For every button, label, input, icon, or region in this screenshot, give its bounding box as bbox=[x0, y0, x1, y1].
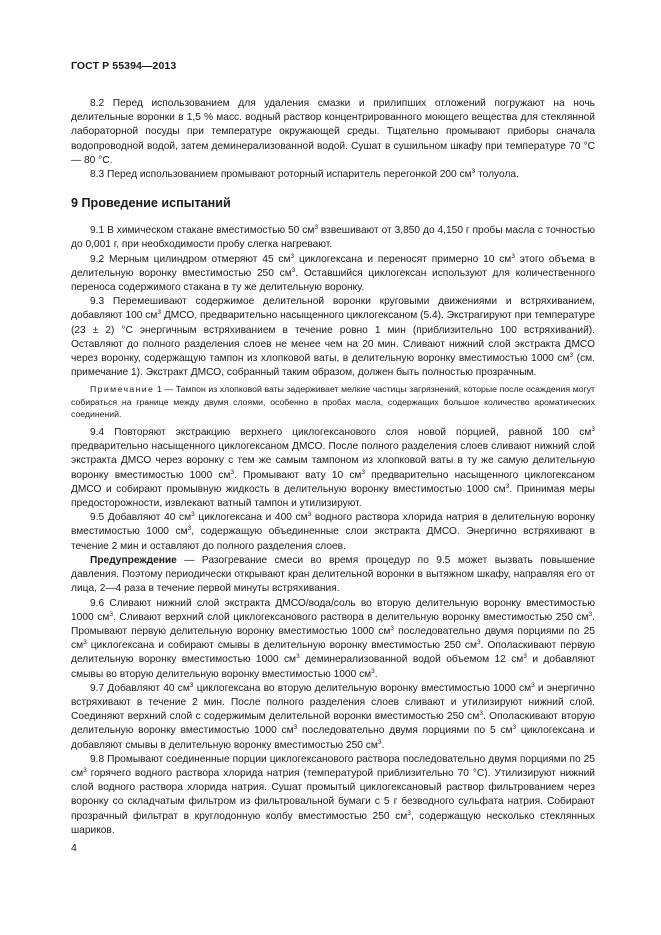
superscript: 3 bbox=[523, 653, 527, 661]
superscript: 3 bbox=[505, 482, 510, 490]
text-run: последовательно двумя порциями по 25 см bbox=[71, 625, 595, 652]
text-run: 9.2 Мерным цилиндром отмеряют 45 см bbox=[90, 253, 291, 265]
paragraph-8-3 bbox=[71, 168, 595, 182]
superscript: 3 bbox=[569, 352, 574, 360]
text-run: циклогексана и добавляют смывы в делительную воронку вместимостью 250 см bbox=[71, 725, 595, 751]
document-body bbox=[71, 97, 595, 838]
superscript: 3 bbox=[390, 624, 394, 632]
text-run: циклогексана и переносят примерно 10 см bbox=[294, 253, 512, 265]
superscript: 3 bbox=[291, 266, 296, 274]
text-run: и энергично встряхивают в течение 2 мин. После полного разделения слоев сливают и утилизируют нижний слой. Соединяют верхний слой с содержимым делительной воронки вместимостью 250 см bbox=[71, 682, 595, 723]
text-run: этого объема в делительную воронку вместимостью 250 см bbox=[71, 253, 596, 279]
text-run: . Промывают первую делительную воронку вместимостью 1000 см bbox=[71, 611, 595, 637]
text-run: 1 — Тампон из хлопковой ваты задерживает мелкие частицы загрязнений, которые после осаждения могут собираться на границе между двумя слоями, особенно в пробах масла, содержащих большое количество ароматических соединений. bbox=[71, 384, 595, 419]
text-run: толуола. bbox=[475, 169, 519, 181]
superscript: 3 bbox=[296, 653, 300, 661]
document-header: ГОСТ Р 55394—2013 bbox=[71, 60, 177, 72]
text-run: 9.8 Промывают соединенные порции циклогексанового раствора последовательно двумя порциями по 25 см bbox=[71, 753, 595, 779]
text-run: предварительно насыщенного циклогексаном ДМСО и собирают промывную жидкость в делительную воронку вместимостью 1000 см bbox=[71, 469, 595, 495]
paragraph-9-4 bbox=[71, 426, 595, 511]
text-run: 9.6 Сливают нижний слой экстракта ДМСО/вода/соль во вторую делительную воронку вместимостью 1000 см bbox=[71, 597, 595, 623]
superscript: 3 bbox=[189, 681, 194, 689]
text-run: последовательно двумя порциями по 5 см bbox=[297, 725, 513, 737]
text-run: . Сливают верхний слой циклогексанового раствора в делительную воронку вместимостью 250 см bbox=[112, 611, 589, 623]
text-run: 9.5 Добавляют 40 см bbox=[90, 512, 192, 524]
text-run: , содержащую объединенные слои экстракта ДМСО. Энергично встряхивают в течение 2 мин и оставляют до полного разделения слоев. bbox=[71, 526, 596, 552]
text-run: (см. примечание 1). Экстракт ДМСО, собранный таким образом, должен быть полностью прозрачным. bbox=[71, 353, 595, 379]
superscript: 3 bbox=[83, 766, 87, 774]
superscript: 3 bbox=[531, 681, 535, 689]
note-1 bbox=[71, 383, 595, 420]
text-run: циклогексана во вторую делительную воронку вместимостью 1000 см bbox=[193, 682, 532, 694]
text-run: циклогексана и 400 см bbox=[194, 512, 308, 524]
paragraph-9-1 bbox=[71, 224, 595, 252]
text-run: . Промывают вату 10 см bbox=[234, 469, 362, 481]
superscript: 3 bbox=[591, 426, 595, 434]
text-run: . bbox=[374, 668, 378, 680]
text-run: 8.2 Перед использованием для удаления смазки и прилипших отложений погружают на ночь делительные воронки в 1,5 % масс. водный раствор концентрированного моющего вещества для стеклянной лабораторной посуды при температуре окружающей среды. Тщательно промывают приборы сначала водопроводной водой, затем деминерализованной водой. Сушат в сушильном шкафу при температуре 70 °С — 80 °С. bbox=[71, 98, 595, 166]
superscript: 3 bbox=[83, 639, 87, 647]
superscript: 3 bbox=[157, 309, 161, 317]
text-run: предварительно насыщенного циклогексаном ДМСО. После полного разделения слоев сливают нижний слой экстракта ДМСО через воронку с тем же самым тампоном из хлопковой ваты в ту же самую делительную воронку вместимостью 1000 см bbox=[71, 441, 595, 481]
text-run: 9.7 Добавляют 40 см bbox=[90, 682, 190, 694]
warning-label: Предупреждение bbox=[90, 554, 177, 566]
text-run: деминерализованной водой объемом 12 см bbox=[299, 654, 524, 666]
text-run: ДМСО, предварительно насыщенного циклогексаном (5.4). Экстрагируют при температуре (23 ± 2) °С энергичным встряхиванием в течение ровно 1 мин (приблизительно 100 встряхиваний). Оставляют до полного разделения слоев не менее чем на 20 мин. Сливают нижний слой экстракта ДМСО через воронку, содержащую тампон из хлопковой ваты, в делительную воронку вместимостью 1000 см bbox=[71, 310, 595, 365]
section-title: 9 Проведение испытаний bbox=[71, 196, 231, 211]
superscript: 3 bbox=[307, 511, 312, 519]
superscript: 3 bbox=[377, 738, 382, 746]
superscript: 3 bbox=[477, 639, 481, 647]
text-run: . bbox=[381, 739, 385, 751]
superscript: 3 bbox=[512, 724, 517, 732]
superscript: 3 bbox=[230, 468, 235, 476]
text-run: циклогексана и собирают смывы в делительную воронку вместимостью 250 см bbox=[86, 640, 478, 652]
superscript: 3 bbox=[314, 224, 318, 232]
paragraph-9-8 bbox=[71, 753, 595, 838]
superscript: 3 bbox=[109, 610, 113, 618]
page-number: 4 bbox=[71, 842, 77, 854]
paragraph-9-5 bbox=[71, 511, 595, 554]
superscript: 3 bbox=[511, 252, 515, 260]
superscript: 3 bbox=[588, 610, 593, 618]
text-run: 8.3 Перед использованием промывают роторный испаритель перегонкой 200 см bbox=[90, 169, 472, 181]
text-run: , содержащую несколько стеклянных шариков. bbox=[71, 810, 596, 836]
superscript: 3 bbox=[187, 525, 192, 533]
warning bbox=[71, 554, 595, 597]
paragraph-9-2 bbox=[71, 253, 595, 296]
superscript: 3 bbox=[290, 252, 295, 260]
superscript: 3 bbox=[471, 168, 476, 176]
text-run: . Ополаскивают вторую делительную воронку вместимостью 1000 см bbox=[71, 711, 595, 737]
superscript: 3 bbox=[191, 511, 195, 519]
text-run: 9.1 В химическом стакане вместимостью 50 см bbox=[90, 225, 315, 237]
text-run: 9.3 Перемешивают содержимое делительной воронки круговыми движениями и встряхиванием, добавляют 100 см bbox=[71, 296, 595, 322]
text-run: . Принимая меры предосторожности, извлекают ватный тампон и утилизируют. bbox=[71, 483, 595, 510]
paragraph-8-2 bbox=[71, 97, 595, 168]
note-label: Примечание bbox=[90, 384, 155, 395]
text-run: взвешивают от 3,850 до 4,150 г пробы масла с точностью до 0,001 г, при необходимости пробу слегка нагревают. bbox=[71, 225, 595, 251]
superscript: 3 bbox=[407, 809, 411, 817]
text-run: 9.4 Повторяют экстракцию верхнего циклогексанового слоя новой порцией, равной 100 см bbox=[90, 427, 592, 439]
paragraph-9-6 bbox=[71, 597, 595, 682]
text-run: — Разогревание смеси во время процедур по 9.5 может вызвать повышение давления. Поэтому периодически открывают кран делительной воронки в вытяжном шкафу, направляя его от лица, 2—4 раза в течение первой минуты встряхивания. bbox=[71, 554, 595, 595]
paragraph-9-3 bbox=[71, 295, 595, 380]
superscript: 3 bbox=[293, 724, 298, 732]
paragraph-9-7 bbox=[71, 682, 595, 753]
superscript: 3 bbox=[371, 667, 375, 675]
text-run: . Оставшийся циклогексан используют для количественного переноса содержимого стакана в ту же делительную воронку. bbox=[71, 267, 595, 294]
text-run: и добавляют смывы во вторую делительную воронку вместимостью 1000 см bbox=[71, 654, 595, 680]
superscript: 3 bbox=[479, 710, 483, 718]
text-run: водного раствора хлорида натрия в делительную воронку вместимостью 1000 см bbox=[71, 512, 595, 538]
text-run: . Ополаскивают первую делительную воронку вместимостью 1000 см bbox=[71, 640, 595, 666]
superscript: 3 bbox=[361, 468, 366, 476]
text-run: горячего водного раствора хлорида натрия (температурой приблизительно 70 °С). Утилизируют нижний слой водного раствора хлорида натрия. Сушат промытый циклогексановый раствор фильтрованием через воронку со складчатым фильтром из фильтровальной бумаги с 5 г безводного сульфата натрия. Собирают прозрачный фильтрат в круглодонную колбу вместимостью 250 см bbox=[71, 767, 595, 822]
